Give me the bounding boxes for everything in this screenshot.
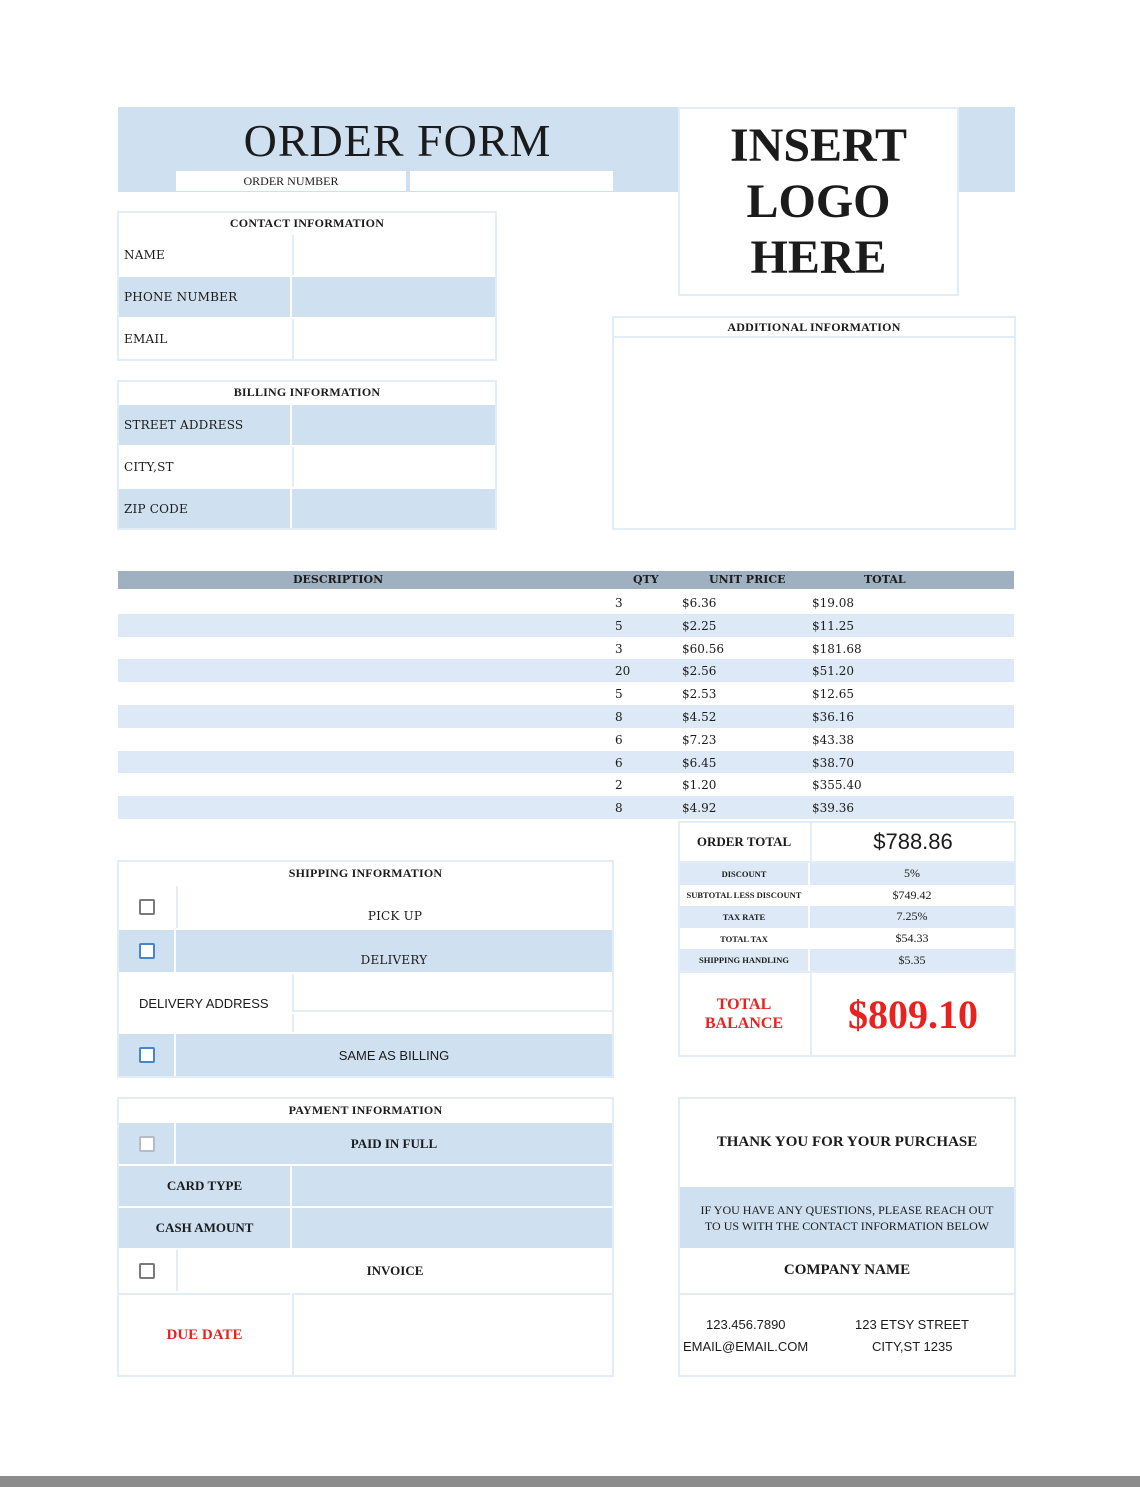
summary-value: $749.42 [810,885,1016,907]
item-unit-price: $2.56 [682,664,717,679]
item-total: $36.16 [812,710,854,724]
table-row[interactable] [118,705,1014,728]
item-total: $19.08 [812,596,854,610]
summary-value: $5.35 [810,949,1016,971]
city-state-label: CITY,ST [119,447,290,487]
column-header-description: DESCRIPTION [293,573,384,586]
summary-label: TAX RATE [678,906,808,928]
summary-value: 5% [810,863,1016,885]
table-row[interactable] [118,796,1014,819]
due-date-label: DUE DATE [119,1293,290,1375]
summary-label: SHIPPING HANDLING [678,949,808,971]
delivery-checkbox-cell [119,930,174,972]
item-total: $51.20 [812,664,854,679]
item-unit-price: $4.52 [682,710,717,724]
additional-info-heading: ADDITIONAL INFORMATION [614,318,1014,338]
delivery-label: DELIVERY [176,930,612,972]
email-label: EMAIL [119,319,290,359]
company-street: 123 ETSY STREET [855,1317,969,1332]
summary-value: 7.25% [810,906,1016,928]
item-total: $38.70 [812,755,854,770]
item-qty: 6 [615,755,623,770]
table-row[interactable] [118,682,1014,705]
order-number-input[interactable] [410,171,613,191]
city-state-input[interactable] [292,447,495,487]
cash-amount-input[interactable] [292,1208,612,1248]
delivery-address-input-1[interactable] [292,974,612,1012]
item-qty: 3 [615,596,623,610]
total-balance-label-line-1: TOTAL [716,996,772,1013]
logo-text-line-2: LOGO [746,174,891,228]
due-date-input[interactable] [292,1293,612,1375]
company-email: EMAIL@EMAIL.COM [683,1339,809,1354]
logo-placeholder[interactable] [678,107,959,296]
pickup-label: PICK UP [176,886,612,928]
page-title: ORDER FORM [243,114,552,166]
card-type-input[interactable] [292,1166,612,1206]
summary-label: TOTAL TAX [678,928,808,950]
item-unit-price: $2.53 [682,687,717,702]
table-row[interactable] [118,751,1014,774]
table-row[interactable] [118,614,1014,637]
street-address-input[interactable] [292,405,495,445]
item-unit-price: $7.23 [682,732,717,747]
item-unit-price: $60.56 [682,641,724,656]
item-qty: 5 [615,618,623,633]
item-qty: 2 [615,778,623,793]
contact-heading: CONTACT INFORMATION [229,215,385,230]
shipping-heading: SHIPPING INFORMATION [288,865,443,880]
item-qty: 6 [615,732,623,747]
item-qty: 8 [615,710,623,724]
delivery-checkbox[interactable] [139,943,155,959]
summary-label: DISCOUNT [678,863,808,885]
viewer-bottom-bar [0,1476,1140,1487]
name-label: NAME [119,235,290,275]
pickup-checkbox[interactable] [139,899,155,915]
item-qty: 8 [615,801,623,816]
summary-value: $54.33 [810,928,1016,950]
item-qty: 5 [615,687,623,702]
questions-note-line-1: IF YOU HAVE ANY QUESTIONS, PLEASE REACH OUT [700,1202,994,1217]
table-row[interactable] [118,728,1014,751]
card-type-label: CARD TYPE [119,1166,290,1206]
item-unit-price: $1.20 [682,778,717,793]
column-header-unit-price: UNIT PRICE [709,573,786,586]
table-row[interactable] [118,591,1014,614]
item-unit-price: $2.25 [682,618,717,633]
same-as-billing-checkbox[interactable] [139,1047,155,1063]
item-unit-price: $6.45 [682,755,717,770]
item-qty: 20 [615,664,631,679]
item-total: $43.38 [812,732,854,747]
table-row[interactable] [118,773,1014,796]
table-row[interactable] [118,637,1014,660]
paid-in-full-label: PAID IN FULL [176,1123,612,1164]
thank-you-heading: THANK YOU FOR YOUR PURCHASE [680,1099,1014,1185]
email-input[interactable] [292,319,495,359]
same-as-billing-label: SAME AS BILLING [176,1034,612,1076]
zip-code-label: ZIP CODE [119,489,290,528]
company-city: CITY,ST 1235 [872,1339,953,1354]
street-address-label: STREET ADDRESS [119,405,290,445]
item-qty: 3 [615,641,623,656]
invoice-label: INVOICE [176,1250,612,1291]
items-table-header [118,571,1014,589]
order-total-label: ORDER TOTAL [696,834,792,849]
questions-note [680,1187,1014,1248]
item-total: $12.65 [812,687,854,702]
item-total: $39.36 [812,801,854,816]
additional-info-textarea[interactable] [614,340,1014,528]
phone-input[interactable] [292,277,495,317]
total-balance-value: $809.10 [810,973,1014,1055]
logo-text-line-3: HERE [750,230,887,284]
paid-in-full-checkbox[interactable] [139,1136,155,1152]
total-balance-label [680,973,808,1055]
table-row[interactable] [118,659,1014,682]
item-total: $355.40 [812,778,862,793]
delivery-address-label: DELIVERY ADDRESS [119,974,290,1032]
zip-code-input[interactable] [292,489,495,528]
column-header-total: TOTAL [864,573,906,586]
payment-heading: PAYMENT INFORMATION [288,1102,443,1117]
summary-label: SUBTOTAL LESS DISCOUNT [678,885,808,907]
company-phone: 123.456.7890 [706,1317,786,1332]
billing-heading: BILLING INFORMATION [233,384,381,399]
order-number-label: ORDER NUMBER [176,171,406,191]
item-unit-price: $6.36 [682,596,717,610]
phone-label: PHONE NUMBER [119,277,290,317]
name-input[interactable] [292,235,495,275]
cash-amount-label: CASH AMOUNT [119,1208,290,1248]
same-as-billing-checkbox-cell [119,1034,174,1076]
item-total: $181.68 [812,641,862,656]
invoice-checkbox[interactable] [139,1263,155,1279]
item-total: $11.25 [812,618,854,633]
questions-note-line-2: TO US WITH THE CONTACT INFORMATION BELOW [704,1218,990,1233]
column-header-qty: QTY [633,573,659,586]
delivery-address-input-2[interactable] [292,1014,612,1032]
invoice-checkbox-cell [119,1250,174,1291]
logo-text-line-1: INSERT [729,118,908,172]
company-name: COMPANY NAME [680,1250,1014,1291]
order-total-value: $788.86 [810,823,1014,861]
item-unit-price: $4.92 [682,801,717,816]
total-balance-label-line-2: BALANCE [704,1015,784,1032]
company-contact-block [680,1293,1014,1375]
paid-in-full-checkbox-cell [119,1123,174,1164]
pickup-checkbox-cell [119,886,174,928]
